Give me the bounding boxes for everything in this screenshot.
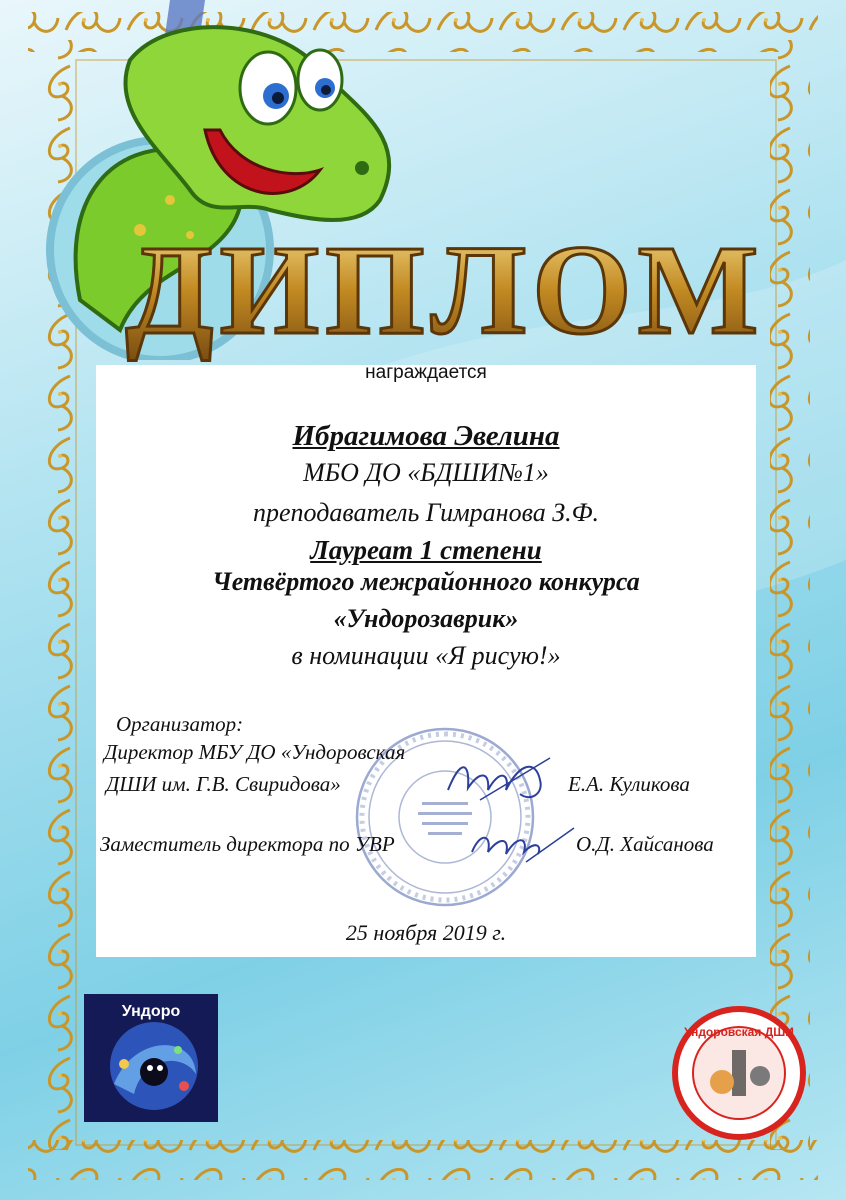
school-logo-icon	[672, 1006, 806, 1140]
deputy-name: О.Д. Хайсанова	[576, 832, 714, 856]
awarded-text: награждается	[365, 362, 487, 383]
festival-logo-icon	[84, 994, 218, 1122]
director-signature-icon	[440, 750, 560, 810]
laureate-degree: Лауреат 1 степени	[310, 535, 542, 565]
teacher-name: преподаватель Гимранова З.Ф.	[253, 498, 599, 527]
festival-logo	[84, 994, 218, 1122]
contest-name: «Ундорозаврик»	[333, 604, 519, 633]
recipient-name: Ибрагимова Эвелина	[292, 420, 560, 452]
director-name: Е.А. Куликова	[568, 772, 690, 796]
title-text: ДИПЛОМ	[125, 219, 765, 361]
festival-logo-text: Ундоро	[121, 1003, 181, 1020]
school-logo	[672, 1006, 806, 1140]
director-line2: ДШИ им. Г.В. Свиридова»	[106, 772, 341, 796]
deputy-signature-icon	[466, 822, 578, 872]
contest-title: Четвёртого межрайонного конкурса	[212, 567, 640, 596]
nomination-text: в номинации «Я рисую!»	[291, 641, 561, 670]
diploma-title	[85, 215, 805, 365]
school-name: МБО ДО «БДШИ№1»	[303, 458, 549, 487]
organizer-label: Организатор:	[116, 712, 244, 736]
school-logo-text: Ундоровская ДШИ	[684, 1025, 794, 1039]
deputy-role: Заместитель директора по УВР	[100, 832, 395, 856]
award-date: 25 ноября 2019 г.	[345, 920, 507, 945]
director-line1: Директор МБУ ДО «Ундоровская	[104, 740, 406, 764]
